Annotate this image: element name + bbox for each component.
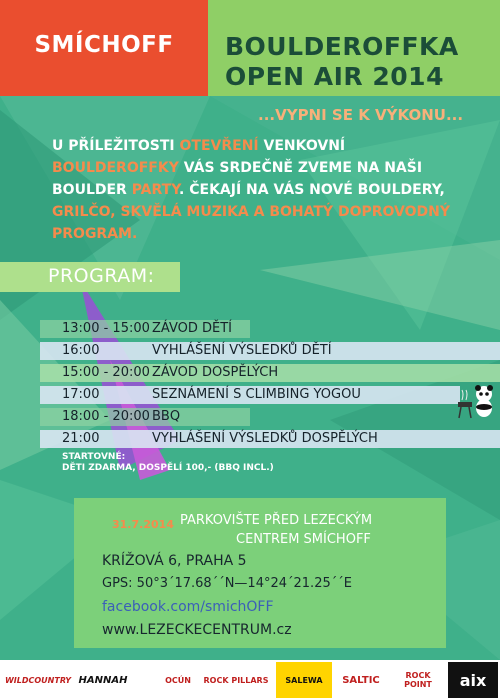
entry-fee-text: DĚTI ZDARMA, DOSPĚLÍ 100,- (BBQ INCL.) [62,463,274,473]
entry-fee-title: STARTOVNÉ: [62,452,126,462]
sponsor-logo: aix [448,662,498,698]
intro-highlight: PARTY [131,182,180,198]
program-time: 16:00 [62,343,100,358]
program-event: SEZNÁMENÍ S CLIMBING YOGOU [152,387,361,402]
sponsor-logo: OCÚN [165,675,191,685]
program-time: 21:00 [62,431,100,446]
program-row [0,362,500,384]
address: KRÍŽOVÁ 6, PRAHA 5 [102,553,247,569]
gps-coordinates: GPS: 50°3´17.68´´N—14°24´21.25´´E [102,576,352,591]
program-heading: PROGRAM: [48,265,155,287]
smichoff-logo: SMÍCHOFF [34,32,174,58]
program-row [0,384,500,406]
program-time: 18:00 - 20:00 [62,409,150,424]
program-time: 13:00 - 15:00 [62,321,150,336]
program-row [0,318,500,340]
program-event: VYHLÁŠENÍ VÝSLEDKŮ DĚTÍ [152,343,332,358]
intro-highlight: BOULDEROFFKY [52,160,179,176]
program-time: 15:00 - 20:00 [62,365,150,380]
program-event: ZÁVOD DOSPĚLÝCH [152,365,279,380]
program-time: 17:00 [62,387,100,402]
panda-bbq-icon [456,380,496,420]
event-date: 31.7.2014 [112,518,174,531]
sponsor-logo: ROCK PILLARS [203,675,269,685]
program-row [0,428,500,450]
slogan: ...VYPNI SE K VÝKONU... [258,106,464,124]
intro-part: . ČEKAJÍ NA VÁS NOVÉ BOULDERY, [179,182,445,198]
program-event: ZÁVOD DĚTÍ [152,321,233,336]
program-list [0,318,500,450]
sponsor-bar [0,660,500,700]
venue-line-1: PARKOVIŠTE PŘED LEZECKÝM [180,513,373,528]
sponsor-logo: ROCK POINT [404,671,432,689]
program-event: BBQ [152,409,181,424]
intro-part: VENKOVNÍ [258,138,346,154]
program-event: VYHLÁŠENÍ VÝSLEDKŮ DOSPĚLÝCH [152,431,378,446]
sponsor-logo: SALTIC [342,674,380,686]
intro-highlight: OTEVŘENÍ [179,138,259,154]
intro-part: VÁS SRDEČNĚ ZVEME NA NAŠI BOULDER [52,160,423,198]
event-title: BOULDEROFFKA OPEN AIR 2014 [225,32,459,91]
intro-text [52,135,472,245]
sponsor-logo: HANNAH [78,674,128,686]
venue-line-2: CENTREM SMÍCHOFF [236,532,371,547]
intro-part: U PŘÍLEŽITOSTI [52,138,180,154]
facebook-link[interactable]: facebook.com/smichOFF [102,599,274,615]
sponsor-logo: SALEWA [276,662,332,698]
intro-highlight: GRILČO, SKVĚLÁ MUZIKA A BOHATÝ DOPROVODNÝ PROGRAM. [52,204,451,242]
program-row [0,340,500,362]
sponsor-logo: WILDCOUNTRY [4,675,72,685]
program-row [0,406,500,428]
website-link[interactable]: www.LEZECKECENTRUM.cz [102,622,292,638]
